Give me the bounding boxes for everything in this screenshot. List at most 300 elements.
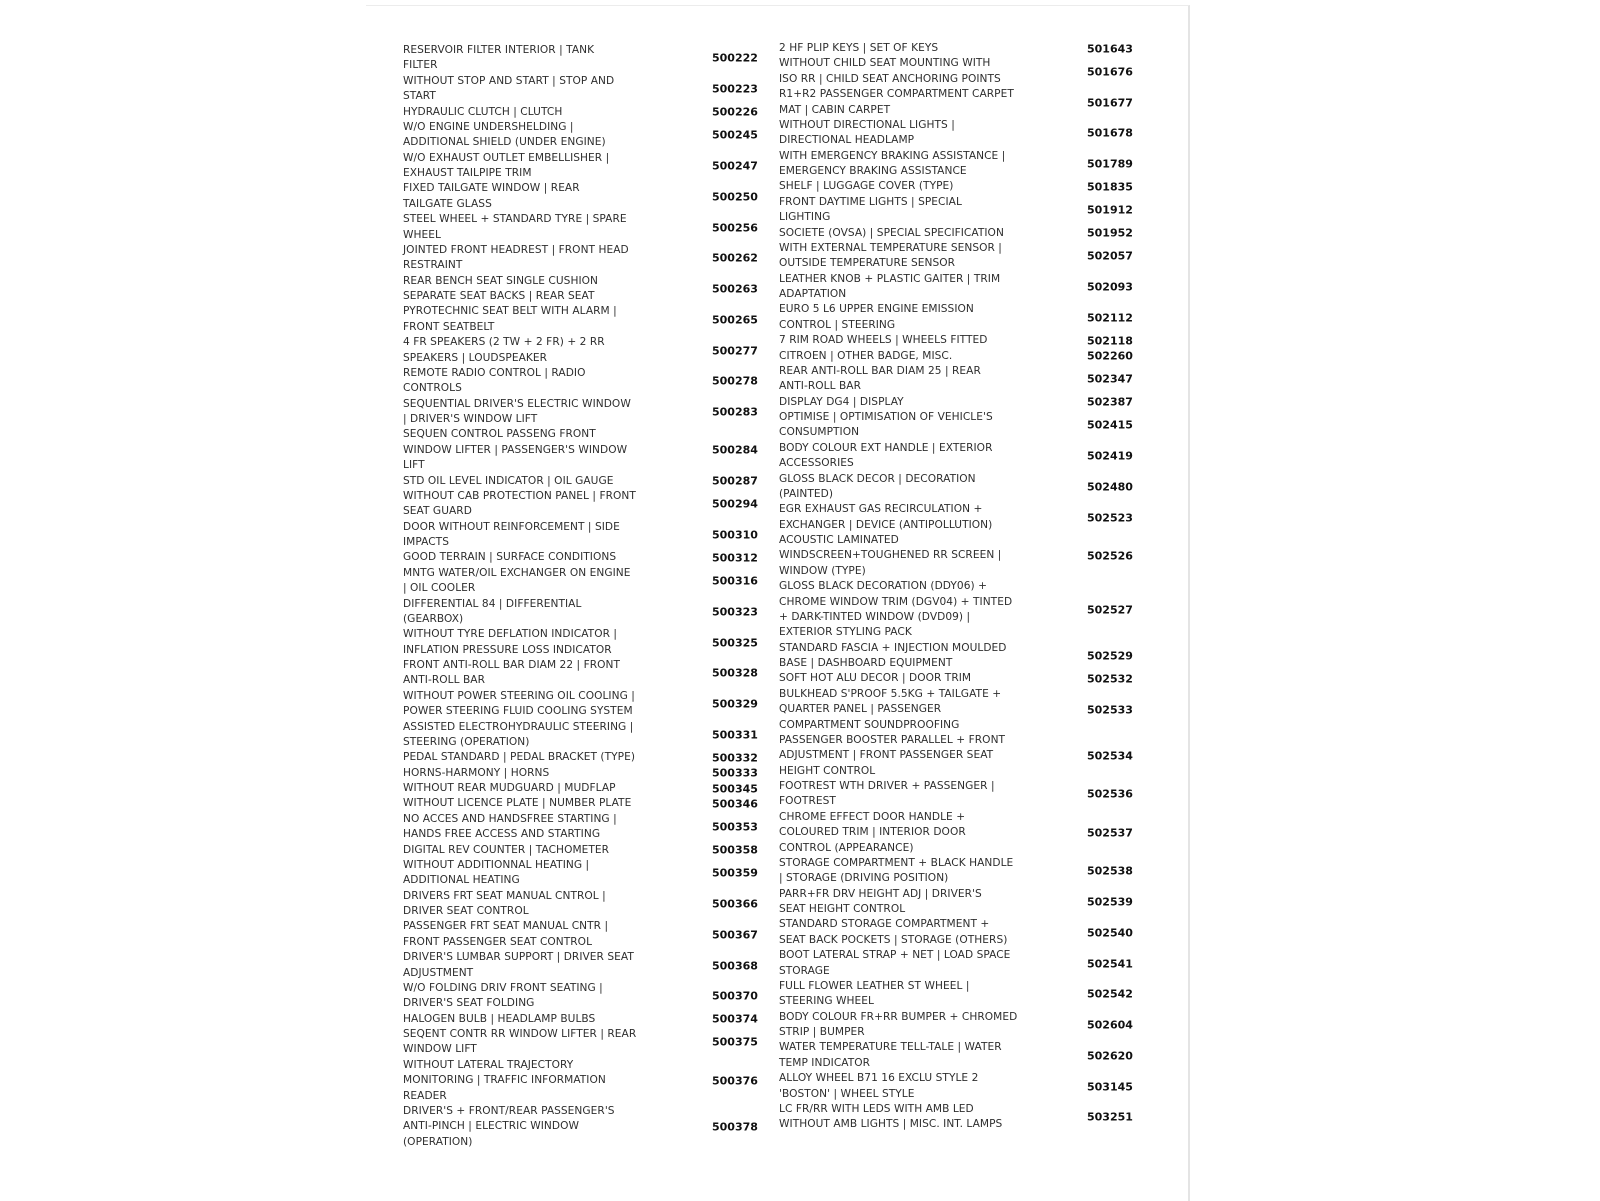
description-line: SEQUENTIAL DRIVER'S ELECTRIC WINDOW [403, 397, 631, 410]
description-line: HORNS-HARMONY | HORNS [403, 766, 550, 779]
description-line: WITHOUT TYRE DEFLATION INDICATOR | [403, 628, 618, 641]
option-description [403, 950, 703, 981]
description-line: WITH EMERGENCY BRAKING ASSISTANCE | [779, 149, 1006, 162]
option-description [403, 105, 703, 120]
option-code: 500294 [712, 497, 758, 511]
description-line: PASSENGER BOOSTER PARALLEL + FRONT [779, 733, 1006, 746]
description-line: CONSUMPTION [779, 426, 860, 439]
description-line: READER [403, 1089, 447, 1102]
option-description [779, 118, 1079, 149]
description-line: HEIGHT CONTROL [779, 764, 876, 777]
option-entry [779, 641, 1459, 672]
description-line: ACOUSTIC LAMINATED [779, 534, 899, 546]
option-code: 500226 [712, 105, 758, 119]
option-code: 500247 [712, 159, 758, 173]
option-entry [779, 349, 1459, 364]
description-line: WITHOUT POWER STEERING OIL COOLING | [403, 689, 635, 702]
option-description [403, 474, 703, 489]
description-line: WITHOUT AMB LIGHTS | MISC. INT. LAMPS [779, 1118, 1003, 1131]
option-description [403, 120, 703, 151]
option-code: 500310 [712, 528, 758, 542]
option-entry [779, 533, 1459, 579]
option-description [403, 489, 703, 520]
option-description [779, 502, 1079, 533]
option-description [403, 181, 703, 212]
option-description [403, 889, 703, 920]
description-line: MAT | CABIN CARPET [779, 103, 891, 116]
description-line: WATER TEMPERATURE TELL-TALE | WATER [779, 1041, 1002, 1054]
option-code: 502533 [1087, 703, 1133, 717]
option-description [403, 1027, 703, 1058]
option-description [779, 887, 1079, 918]
description-line: JOINTED FRONT HEADREST | FRONT HEAD [403, 243, 629, 256]
description-line: WINDOW LIFTER | PASSENGER'S WINDOW [403, 443, 628, 456]
description-line: WITH EXTERNAL TEMPERATURE SENSOR | [779, 241, 1002, 254]
option-code: 502057 [1087, 249, 1133, 263]
description-line: DIGITAL REV COUNTER | TACHOMETER [403, 843, 610, 856]
option-code: 502260 [1087, 349, 1133, 363]
description-line: SPEAKERS | LOUDSPEAKER [403, 351, 548, 364]
option-entry [779, 41, 1459, 56]
description-line: PASSENGER FRT SEAT MANUAL CNTR | [403, 920, 609, 933]
option-description [403, 1058, 703, 1104]
option-code: 502480 [1087, 480, 1133, 494]
description-line: PYROTECHNIC SEAT BELT WITH ALARM | [403, 305, 617, 318]
description-line: STEEL WHEEL + STANDARD TYRE | SPARE [403, 213, 627, 226]
option-entry [779, 226, 1459, 241]
description-line: WITHOUT LICENCE PLATE | NUMBER PLATE [403, 797, 632, 810]
option-description [403, 766, 703, 781]
description-line: DIFFERENTIAL 84 | DIFFERENTIAL [403, 597, 582, 610]
description-line: ADJUSTMENT [403, 966, 474, 979]
description-line: FOOTREST [779, 795, 836, 808]
description-line: EXTERIOR STYLING PACK [779, 626, 912, 639]
description-line: WITHOUT STOP AND START | STOP AND [403, 74, 615, 87]
description-line: SOFT HOT ALU DECOR | DOOR TRIM [779, 672, 972, 685]
option-code: 502112 [1087, 311, 1133, 325]
description-line: STEERING WHEEL [779, 995, 874, 1008]
option-description [779, 272, 1079, 303]
option-description [403, 274, 703, 305]
description-line: BASE | DASHBOARD EQUIPMENT [779, 657, 953, 669]
description-line: ASSISTED ELECTROHYDRAULIC STEERING | [403, 720, 634, 733]
description-line: HANDS FREE ACCESS AND STARTING [403, 828, 601, 841]
option-code: 500316 [712, 574, 758, 588]
description-line: DRIVER'S LUMBAR SUPPORT | DRIVER SEAT [403, 951, 634, 964]
description-line: DRIVER SEAT CONTROL [403, 905, 529, 917]
option-code: 500284 [712, 443, 758, 457]
description-line: DIRECTIONAL HEADLAMP [779, 134, 915, 147]
option-code: 502527 [1087, 603, 1133, 617]
option-entry [779, 410, 1459, 441]
option-code: 500328 [712, 666, 758, 680]
option-code: 502542 [1087, 987, 1133, 1001]
description-line: EMERGENCY BRAKING ASSISTANCE [779, 165, 967, 177]
option-code: 500323 [712, 605, 758, 619]
description-line: R1+R2 PASSENGER COMPARTMENT CARPET [779, 88, 1014, 101]
description-line: LC FR/RR WITH LEDS WITH AMB LED [779, 1102, 974, 1115]
option-code: 503251 [1087, 1110, 1133, 1124]
description-line: ANTI-ROLL BAR [779, 380, 861, 393]
description-line: STEERING (OPERATION) [403, 735, 530, 748]
option-code: 500368 [712, 959, 758, 972]
description-line: START [403, 90, 436, 103]
option-entry [779, 671, 1459, 686]
option-code: 502537 [1087, 826, 1133, 840]
option-description [779, 472, 1079, 503]
option-description [779, 856, 1079, 887]
description-line: PEDAL STANDARD | PEDAL BRACKET (TYPE) [403, 751, 635, 764]
option-entry [779, 195, 1459, 226]
description-line: CONTROL (APPEARANCE) [779, 841, 914, 854]
description-line: LEATHER KNOB + PLASTIC GAITER | TRIM [779, 272, 1001, 285]
description-line: ALLOY WHEEL B71 16 EXCLU STYLE 2 [779, 1072, 979, 1085]
option-description [403, 366, 703, 397]
description-line: FRONT ANTI-ROLL BAR DIAM 22 | FRONT [403, 659, 621, 671]
option-entry [779, 272, 1459, 303]
description-line: W/O EXHAUST OUTLET EMBELLISHER | [403, 151, 610, 164]
description-line: EXCHANGER | DEVICE (ANTIPOLLUTION) [779, 518, 993, 531]
option-entry [779, 979, 1459, 1010]
description-line: SEPARATE SEAT BACKS | REAR SEAT [403, 290, 595, 302]
option-code: 500353 [712, 820, 758, 834]
description-line: GOOD TERRAIN | SURFACE CONDITIONS [403, 551, 617, 564]
option-entry [779, 856, 1459, 887]
option-description [779, 810, 1079, 856]
option-code: 500262 [712, 251, 758, 265]
description-line: WITHOUT REAR MUDGUARD | MUDFLAP [403, 782, 616, 794]
option-description [779, 1040, 1079, 1071]
description-line: FOOTREST WTH DRIVER + PASSENGER | [779, 780, 995, 792]
option-code: 502540 [1087, 926, 1133, 940]
option-entry [779, 441, 1459, 472]
description-line: EXHAUST TAILPIPE TRIM [403, 167, 532, 179]
option-code: 500331 [712, 728, 758, 742]
description-line: WHEEL [403, 228, 441, 241]
option-description [779, 1071, 1079, 1102]
option-code: 501676 [1087, 65, 1133, 79]
description-line: NO ACCES AND HANDSFREE STARTING | [403, 812, 617, 825]
description-line: FRONT SEATBELT [403, 320, 495, 333]
option-code: 500287 [712, 474, 758, 488]
option-description [403, 74, 703, 105]
description-line: STRIP | BUMPER [779, 1026, 865, 1038]
option-entry [779, 810, 1459, 856]
option-entry [779, 241, 1459, 272]
option-description [403, 658, 703, 689]
option-code: 502534 [1087, 749, 1133, 763]
description-line: REAR ANTI-ROLL BAR DIAM 25 | REAR [779, 364, 981, 377]
description-line: + DARK-TINTED WINDOW (DVD09) | [779, 610, 971, 623]
option-entry [779, 1071, 1459, 1102]
description-line: CHROME EFFECT DOOR HANDLE + [779, 810, 966, 823]
description-line: WITHOUT LATERAL TRAJECTORY [403, 1058, 574, 1071]
option-code: 500283 [712, 405, 758, 419]
description-line: WITHOUT DIRECTIONAL LIGHTS | [779, 118, 955, 131]
description-line: WINDSCREEN+TOUGHENED RR SCREEN | [779, 549, 1002, 562]
option-description [403, 43, 703, 74]
option-code: 502093 [1087, 280, 1133, 294]
option-code: 500265 [712, 313, 758, 327]
option-code: 501643 [1087, 42, 1133, 56]
description-line: W/O FOLDING DRIV FRONT SEATING | [403, 981, 603, 994]
option-description [779, 687, 1079, 733]
description-line: ADAPTATION [779, 288, 847, 300]
description-line: 4 FR SPEAKERS (2 TW + 2 FR) + 2 RR [403, 336, 605, 349]
option-description [403, 627, 703, 658]
description-line: STORAGE COMPARTMENT + BLACK HANDLE [779, 856, 1014, 869]
option-description [779, 441, 1079, 472]
description-line: REAR BENCH SEAT SINGLE CUSHION [403, 274, 599, 287]
description-line: TAILGATE GLASS [403, 197, 492, 210]
description-line: DOOR WITHOUT REINFORCEMENT | SIDE [403, 520, 620, 533]
option-entry [779, 1102, 1459, 1133]
option-description [779, 533, 1079, 579]
option-entry [779, 364, 1459, 395]
description-line: EURO 5 L6 UPPER ENGINE EMISSION [779, 303, 974, 316]
description-line: ANTI-PINCH | ELECTRIC WINDOW [403, 1120, 579, 1133]
option-code: 500370 [712, 989, 758, 1003]
option-entry [779, 948, 1459, 979]
option-code: 502620 [1087, 1049, 1133, 1063]
option-code: 500250 [712, 190, 758, 204]
description-line: WINDOW LIFT [403, 1043, 477, 1056]
description-line: MNTG WATER/OIL EXCHANGER ON ENGINE [403, 566, 631, 579]
option-description [779, 179, 1079, 194]
option-description [403, 796, 703, 811]
option-description [403, 243, 703, 274]
description-line: (GEARBOX) [403, 612, 464, 625]
option-description [403, 335, 703, 366]
option-code: 502532 [1087, 672, 1133, 686]
description-line: ADJUSTMENT | FRONT PASSENGER SEAT [779, 749, 994, 762]
option-code: 500375 [712, 1035, 758, 1049]
description-line: HYDRAULIC CLUTCH | CLUTCH [403, 105, 563, 118]
description-line: SEQENT CONTR RR WINDOW LIFTER | REAR [403, 1028, 637, 1040]
description-line: DRIVER'S SEAT FOLDING [403, 997, 535, 1010]
option-code: 501789 [1087, 157, 1133, 171]
description-line: RESTRAINT [403, 259, 463, 272]
option-entry [779, 333, 1459, 348]
option-description [403, 919, 703, 950]
description-line: ANTI-ROLL BAR [403, 674, 485, 687]
option-code: 500277 [712, 344, 758, 357]
option-description [779, 1010, 1079, 1041]
option-entry [779, 118, 1459, 149]
description-line: SEAT GUARD [403, 505, 472, 518]
description-line: WINDOW (TYPE) [779, 564, 866, 577]
description-line: | STORAGE (DRIVING POSITION) [779, 872, 949, 885]
option-code: 502538 [1087, 864, 1133, 878]
option-entry [779, 302, 1459, 333]
option-description [779, 579, 1079, 641]
description-line: BODY COLOUR EXT HANDLE | EXTERIOR [779, 441, 993, 454]
option-description [779, 87, 1079, 118]
option-code: 500359 [712, 866, 758, 880]
option-code: 500245 [712, 128, 758, 142]
option-code: 502523 [1087, 511, 1133, 525]
description-line: STORAGE [779, 964, 830, 977]
option-description [403, 550, 703, 565]
option-description [403, 304, 703, 335]
option-code: 500325 [712, 636, 758, 650]
description-line: COLOURED TRIM | INTERIOR DOOR [779, 826, 966, 839]
description-line: WITHOUT CAB PROTECTION PANEL | FRONT [403, 489, 636, 502]
option-code: 502526 [1087, 549, 1133, 563]
option-code: 500376 [712, 1074, 758, 1088]
option-entry [779, 502, 1459, 533]
description-line: QUARTER PANEL | PASSENGER [779, 703, 942, 716]
option-code: 500358 [712, 843, 758, 857]
option-description [403, 212, 703, 243]
option-code: 503145 [1087, 1080, 1133, 1093]
description-line: SEQUEN CONTROL PASSENG FRONT [403, 428, 596, 441]
option-code: 500378 [712, 1120, 758, 1134]
option-entry [779, 1040, 1459, 1071]
option-description [779, 226, 1079, 241]
description-line: COMPARTMENT SOUNDPROOFING [779, 718, 960, 731]
option-description [403, 843, 703, 858]
description-line: CONTROL | STEERING [779, 318, 896, 331]
option-code: 500256 [712, 221, 758, 234]
option-code: 502536 [1087, 787, 1133, 801]
description-line: FRONT DAYTIME LIGHTS | SPECIAL [779, 195, 962, 208]
option-code: 502415 [1087, 418, 1133, 432]
option-code: 500329 [712, 697, 758, 711]
description-line: HALOGEN BULB | HEADLAMP BULBS [403, 1012, 596, 1025]
option-code: 501835 [1087, 180, 1133, 194]
description-line: SEAT HEIGHT CONTROL [779, 903, 906, 915]
option-description [403, 427, 703, 473]
option-description [779, 948, 1079, 979]
option-description [403, 720, 703, 751]
option-code: 500278 [712, 374, 758, 388]
option-description [779, 671, 1079, 686]
option-entry [779, 149, 1459, 180]
description-line: 'BOSTON' | WHEEL STYLE [779, 1087, 915, 1100]
option-description [779, 349, 1079, 364]
option-entry [779, 779, 1459, 810]
description-line: BULKHEAD S'PROOF 5.5KG + TAILGATE + [779, 687, 1002, 700]
description-line: EGR EXHAUST GAS RECIRCULATION + [779, 503, 983, 516]
description-line: INFLATION PRESSURE LOSS INDICATOR [403, 643, 612, 656]
option-code: 501677 [1087, 96, 1133, 109]
option-description [403, 597, 703, 628]
description-line: WITHOUT CHILD SEAT MOUNTING WITH [779, 57, 991, 70]
description-line: (OPERATION) [403, 1135, 473, 1148]
description-line: W/O ENGINE UNDERSHELDING | [403, 120, 574, 133]
description-line: STD OIL LEVEL INDICATOR | OIL GAUGE [403, 474, 614, 487]
description-line: CONTROLS [403, 382, 462, 395]
description-line: SHELF | LUGGAGE COVER (TYPE) [779, 180, 954, 193]
option-entry [779, 472, 1459, 503]
option-description [779, 41, 1079, 56]
description-line: 7 RIM ROAD WHEELS | WHEELS FITTED [779, 334, 988, 347]
option-code: 502347 [1087, 372, 1133, 386]
option-description [779, 1102, 1079, 1133]
option-description [403, 520, 703, 551]
description-line: ADDITIONAL SHIELD (UNDER ENGINE) [403, 136, 606, 149]
option-entry [779, 87, 1459, 118]
option-description [403, 566, 703, 597]
description-line: SOCIETE (OVSA) | SPECIAL SPECIFICATION [779, 226, 1004, 239]
option-code: 502419 [1087, 449, 1133, 463]
description-line: STANDARD FASCIA + INJECTION MOULDED [779, 641, 1007, 654]
option-code: 502541 [1087, 957, 1133, 970]
option-code: 500223 [712, 82, 758, 96]
description-line: GLOSS BLACK DECOR | DECORATION [779, 472, 976, 485]
option-code: 502539 [1087, 895, 1133, 909]
description-line: 2 HF PLIP KEYS | SET OF KEYS [779, 42, 939, 54]
option-description [403, 151, 703, 182]
option-description [779, 395, 1079, 410]
option-description [403, 689, 703, 720]
description-line: PARR+FR DRV HEIGHT ADJ | DRIVER'S [779, 887, 982, 900]
option-code: 500333 [712, 766, 758, 780]
option-code: 500312 [712, 551, 758, 565]
option-code: 502604 [1087, 1018, 1133, 1032]
option-description [403, 981, 703, 1012]
option-description [779, 56, 1079, 87]
option-description [779, 917, 1079, 948]
option-entry [779, 917, 1459, 948]
option-entry [779, 395, 1459, 410]
option-entry [779, 887, 1459, 918]
option-code: 501678 [1087, 126, 1133, 140]
option-description [403, 1104, 703, 1150]
description-line: OPTIMISE | OPTIMISATION OF VEHICLE'S [779, 411, 993, 423]
option-code: 500346 [712, 797, 758, 811]
option-description [779, 333, 1079, 348]
option-description [403, 858, 703, 889]
description-line: IMPACTS [403, 536, 449, 548]
description-line: TEMP INDICATOR [779, 1056, 871, 1069]
option-description [779, 733, 1079, 779]
option-description [779, 241, 1079, 272]
option-code: 500366 [712, 897, 758, 911]
description-line: | DRIVER'S WINDOW LIFT [403, 413, 538, 425]
option-description [779, 302, 1079, 333]
description-line: (PAINTED) [779, 487, 834, 500]
option-entry [779, 179, 1459, 194]
option-code: 500367 [712, 928, 758, 942]
description-line: RESERVOIR FILTER INTERIOR | TANK [403, 44, 595, 56]
description-line: | OIL COOLER [403, 582, 476, 595]
option-code: 501912 [1087, 203, 1133, 217]
description-line: CITROEN | OTHER BADGE, MISC. [779, 349, 953, 362]
option-code: 500263 [712, 282, 758, 296]
option-code: 502118 [1087, 334, 1133, 348]
option-code: 502387 [1087, 395, 1133, 409]
option-code: 502529 [1087, 649, 1133, 663]
description-line: BOOT LATERAL STRAP + NET | LOAD SPACE [779, 949, 1011, 962]
option-description [403, 1012, 703, 1027]
description-line: BODY COLOUR FR+RR BUMPER + CHROMED [779, 1010, 1018, 1023]
description-line: STANDARD STORAGE COMPARTMENT + [779, 918, 990, 931]
option-description [403, 812, 703, 843]
option-code: 501952 [1087, 226, 1133, 240]
option-description [779, 195, 1079, 226]
description-line: POWER STEERING FLUID COOLING SYSTEM [403, 705, 633, 718]
right-column [779, 41, 1459, 1133]
description-line: DRIVER'S + FRONT/REAR PASSENGER'S [403, 1104, 615, 1117]
description-line: GLOSS BLACK DECORATION (DDY06) + [779, 580, 988, 593]
description-line: FULL FLOWER LEATHER ST WHEEL | [779, 979, 970, 992]
option-code: 500345 [712, 782, 758, 796]
description-line: REMOTE RADIO CONTROL | RADIO [403, 366, 586, 379]
option-description [403, 781, 703, 796]
option-entry [779, 687, 1459, 733]
